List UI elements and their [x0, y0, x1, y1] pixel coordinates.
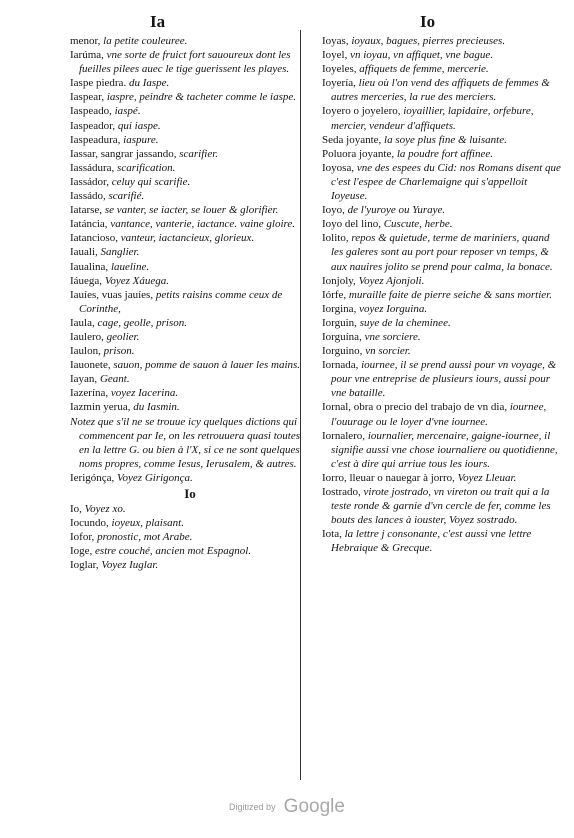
entry-definition: prison.	[100, 345, 135, 358]
entry-headword: Iota,	[322, 528, 342, 541]
entry-definition: la soye plus fine & luisante.	[381, 133, 507, 146]
dictionary-entry	[70, 415, 310, 471]
entry-definition: iournee, il se prend aussi pour vn voyage, & pour vne entreprise de plusieurs iours, aussi pour vne bataille.	[331, 359, 557, 400]
entry-headword: Iauali,	[70, 246, 98, 259]
entry-headword: Iatancioso,	[70, 232, 118, 245]
entry-definition: Voyez Lleuar.	[454, 471, 517, 484]
entry-definition: Geant.	[97, 373, 130, 386]
dictionary-entry	[322, 288, 562, 302]
entry-headword: Iaspeador,	[70, 119, 116, 132]
entry-headword: Iayan,	[70, 373, 98, 386]
entry-headword: Iorro, lleuar o nauegar à jorro,	[322, 471, 455, 484]
entry-definition: Cuscute, herbe.	[380, 218, 453, 231]
entry-headword: Iazmin yerua,	[70, 401, 131, 414]
entry-headword: Iaspeado,	[70, 105, 112, 118]
dictionary-entry	[70, 104, 310, 118]
entry-headword: Ionjoly,	[322, 274, 356, 287]
entry-definition: Voyez Xáuega.	[102, 274, 169, 287]
entry-definition: la petite couleuree.	[100, 35, 188, 47]
entry-definition: vn ioyau, vn affiquet, vne bague.	[347, 49, 494, 62]
entry-headword: Iorguin,	[322, 316, 357, 329]
dictionary-entry	[70, 48, 310, 76]
dictionary-entry	[322, 302, 562, 316]
dictionary-entry	[322, 104, 562, 132]
dictionary-entry	[322, 429, 562, 471]
entry-definition: suye de la cheminee.	[356, 316, 451, 329]
dictionary-entry	[70, 260, 310, 274]
dictionary-entry	[70, 530, 310, 544]
entry-definition: Voyez Girigonça.	[114, 471, 193, 484]
entry-definition: pronostic, mot Arabe.	[94, 531, 193, 544]
entry-definition: vanteur, iactancieux, glorieux.	[117, 232, 255, 245]
digitized-by-text: Digitized by	[229, 802, 276, 812]
entry-headword: Ioyosa,	[322, 161, 355, 174]
entry-headword: Iornalero,	[322, 429, 366, 442]
dictionary-entry	[70, 544, 310, 558]
dictionary-entry	[70, 217, 310, 231]
dictionary-entry	[322, 34, 562, 48]
entry-definition: lieu où l'on vend des affiquets de femmes & autres merceries, la rue des merciers.	[331, 77, 550, 104]
dictionary-entry	[322, 527, 562, 555]
entry-headword: Ioyo,	[322, 204, 345, 217]
entry-definition: ioyaux, bagues, pierres precieuses.	[348, 35, 506, 47]
dictionary-entry	[322, 274, 562, 288]
dictionary-entry	[322, 400, 562, 428]
dictionary-entry	[70, 90, 310, 104]
entry-headword: Iaulero,	[70, 330, 104, 343]
dictionary-entry	[70, 34, 310, 48]
dictionary-entry	[70, 161, 310, 175]
entry-definition: laueline.	[108, 260, 150, 273]
entry-headword: Iatáncia,	[70, 218, 108, 231]
entry-headword: Iocundo,	[70, 517, 109, 530]
dictionary-entry	[70, 119, 310, 133]
entry-definition: estre couché, ancien mot Espagnol.	[92, 545, 252, 558]
entry-headword: Ioyeles,	[322, 63, 357, 76]
dictionary-entry	[70, 76, 310, 90]
dictionary-entry	[70, 274, 310, 288]
entry-headword: Iauonete,	[70, 359, 111, 372]
entry-headword: Iorguino,	[322, 345, 363, 358]
dictionary-entry	[322, 330, 562, 344]
dictionary-entry	[322, 485, 562, 527]
dictionary-entry	[322, 231, 562, 273]
dictionary-entry	[70, 471, 310, 485]
entry-definition: cage, geolle, prison.	[94, 316, 187, 329]
entry-definition: vne des espees du Cid: nos Romans disent que c'est l'espee de Charlemaigne qui s'appelloit Ioyeuse.	[331, 161, 561, 203]
dictionary-entry	[70, 516, 310, 530]
dictionary-entry	[322, 344, 562, 358]
entry-headword: Seda joyante,	[322, 133, 382, 146]
entry-headword: Iornada,	[322, 359, 359, 372]
entry-headword: Ioyo del lino,	[322, 218, 381, 231]
dictionary-entry	[70, 175, 310, 189]
dictionary-entry	[70, 231, 310, 245]
entry-definition: Voyez xo.	[81, 503, 126, 516]
entry-headword: Ierigónça,	[70, 471, 115, 484]
entry-headword: Ioge,	[70, 545, 93, 558]
entry-headword: Ioyero o joyelero,	[322, 105, 401, 118]
entry-definition: muraille faite de pierre seiche & sans mortier.	[346, 288, 552, 301]
page-header-left: Ia	[150, 12, 166, 31]
dictionary-entry	[70, 386, 310, 400]
entry-headword: Poluora joyante,	[322, 147, 395, 160]
dictionary-entry	[322, 147, 562, 161]
entry-headword: Iaspe piedra.	[70, 77, 127, 90]
entry-definition: geolier.	[103, 330, 140, 343]
entry-headword: Iauíes, vuas jauíes,	[70, 288, 154, 301]
entry-definition: iaspure.	[120, 133, 159, 146]
entry-definition: du Iasmin.	[130, 401, 180, 414]
dictionary-entry	[322, 316, 562, 330]
entry-definition: ioyaillier, lapidaire, orfebure, mercier, vendeur d'affiquets.	[331, 105, 534, 132]
entry-definition: voyez Iorguina.	[356, 302, 428, 315]
entry-definition: Notez que s'il ne se trouue icy quelques dictions qui commencent par Ie, on les retrouuera quasi toutes en la lettre G. ou bien à l'X, si ce ne sont quelques noms propres, comme Iesus, Ierusalem, & autres.	[70, 415, 300, 470]
entry-headword: Iassar, sangrar jassando,	[70, 147, 177, 160]
dictionary-entry	[322, 62, 562, 76]
dictionary-entry	[322, 161, 562, 203]
entry-headword: Ioyas,	[322, 35, 349, 47]
entry-headword: Iarúma,	[70, 49, 104, 62]
entry-definition: scarification.	[114, 161, 176, 174]
entry-definition: ioyeux, plaisant.	[108, 517, 184, 530]
left-column	[70, 34, 310, 573]
dictionary-entry	[70, 330, 310, 344]
entry-headword: Iassádura,	[70, 161, 115, 174]
entry-definition: du Iaspe.	[126, 77, 170, 90]
entry-definition: vantance, vanterie, iactance. vaine gloire.	[107, 218, 296, 231]
dictionary-entry	[70, 133, 310, 147]
dictionary-entry	[70, 245, 310, 259]
entry-headword: Iórfe,	[322, 288, 347, 301]
entry-definition: iaspé.	[111, 105, 141, 118]
entry-definition: vne sorciere.	[361, 330, 421, 343]
entry-headword: Ioyel,	[322, 49, 348, 62]
entry-definition: sauon, pomme de sauon à lauer les mains.	[110, 359, 301, 372]
entry-definition: la poudre fort affinee.	[394, 147, 493, 160]
dictionary-entry	[322, 203, 562, 217]
entry-headword: Iaualina,	[70, 260, 109, 273]
entry-headword: Iaulon,	[70, 345, 101, 358]
page-header-right: Io	[420, 12, 436, 31]
entry-definition: Voyez Ajonjoli.	[355, 274, 425, 287]
dictionary-entry	[70, 344, 310, 358]
dictionary-entry	[322, 471, 562, 485]
entry-headword: Iostrado,	[322, 486, 361, 498]
entry-headword: Ioyería,	[322, 77, 356, 90]
section-heading: Io	[184, 486, 196, 501]
dictionary-entry	[70, 147, 310, 161]
entry-definition: voyez Iacerina.	[108, 387, 179, 400]
entry-headword: Iornal, obra o precio del trabajo de vn dia,	[322, 401, 508, 414]
entry-definition: iaspre, peindre & tacheter comme le iaspe.	[104, 91, 297, 104]
entry-headword: Iaspear,	[70, 91, 105, 104]
entry-definition: repos & quietude, terme de mariniers, quand les galeres sont au port pour reposer vn temps, & aux nauires jolito se prend pour calma, la bonace.	[331, 232, 553, 273]
google-logo: Google	[283, 796, 345, 817]
entry-definition: scarifié.	[105, 190, 145, 203]
column-divider	[300, 30, 301, 780]
entry-headword: Iolito,	[322, 232, 349, 245]
entry-headword: Iatarse,	[70, 204, 103, 217]
dictionary-entry	[70, 316, 310, 330]
dictionary-entry	[322, 48, 562, 62]
dictionary-entry	[70, 558, 310, 572]
entry-definition: iournalier, mercenaire, gaigne-iournee, il signifie aussi vne chose iournaliere ou quotidienne, c'est à dire qui arriue tous les iours.	[331, 429, 558, 470]
entry-definition: scarifier.	[176, 147, 219, 160]
dictionary-entry	[70, 203, 310, 217]
dictionary-entry	[322, 133, 562, 147]
entry-headword: Ioglar,	[70, 559, 99, 572]
digitized-footer	[0, 796, 574, 818]
dictionary-entry	[70, 502, 310, 516]
dictionary-entry	[70, 189, 310, 203]
entry-headword: Iorguína,	[322, 330, 362, 343]
entry-definition: de l'yuroye ou Yuraye.	[344, 204, 446, 217]
entry-definition: celuy qui scarifie.	[108, 175, 191, 188]
entry-definition: vn sorcier.	[362, 345, 411, 358]
entry-definition: affiquets de femme, mercerie.	[356, 63, 489, 76]
entry-headword: Iaula,	[70, 316, 95, 329]
entry-headword: Iassádo,	[70, 190, 106, 203]
dictionary-entry	[322, 76, 562, 104]
dictionary-entry	[322, 217, 562, 231]
entry-definition: virote jostrado, vn vireton ou trait qui a la teste ronde & garnie d'vn cercle de fer, comme les bouts des lances à iouster, Voyez sostrado.	[331, 486, 551, 527]
entry-headword: Iofor,	[70, 531, 95, 544]
dictionary-entry	[322, 358, 562, 400]
entry-definition: Sanglier.	[97, 246, 140, 259]
entry-definition: la lettre j consonante, c'est aussi vne lettre Hebraique & Grecque.	[331, 528, 532, 555]
entry-definition: petits raisins comme ceux de Corinthe,	[79, 288, 283, 315]
right-column	[322, 34, 562, 555]
entry-headword: Iazerína,	[70, 387, 109, 400]
entry-definition: vne sorte de fruict fort sauoureux dont les fueilles pilees auec le tige guerissent les playes.	[79, 49, 291, 76]
entry-headword: menor,	[70, 35, 101, 47]
entry-headword: Io,	[70, 503, 82, 516]
dictionary-entry	[70, 288, 310, 316]
entry-headword: Iaspeadura,	[70, 133, 121, 146]
dictionary-entry	[70, 358, 310, 372]
entry-definition: qui iaspe.	[115, 119, 161, 132]
entry-definition: se vanter, se iacter, se louer & glorifier.	[102, 204, 279, 217]
entry-headword: Iorgina,	[322, 302, 357, 315]
entry-definition: Voyez Iuglar.	[98, 559, 159, 572]
entry-headword: Iassádor,	[70, 175, 109, 188]
dictionary-entry	[70, 400, 310, 414]
dictionary-entry	[70, 372, 310, 386]
entry-definition: iournee, l'ouurage ou le loyer d'vne iournee.	[331, 401, 547, 428]
entry-headword: Iáuega,	[70, 274, 103, 287]
